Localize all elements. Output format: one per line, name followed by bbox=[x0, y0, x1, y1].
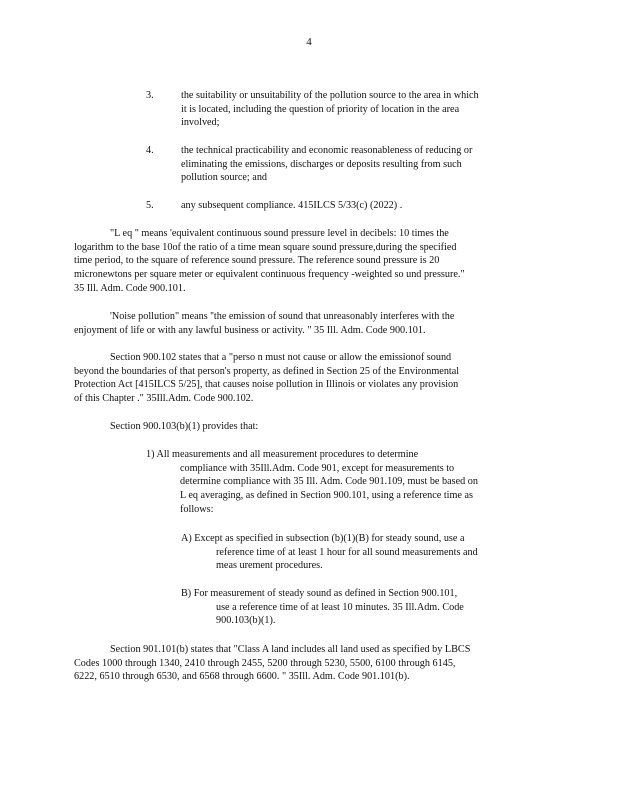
subsection-a: A) Except as specified in subsection (b)(1)(B) for steady sound, use a reference time of at least 1 hour for all sound measurements and meas urement procedures. bbox=[181, 533, 478, 572]
noise-pollution-definition-paragraph: 'Noise pollution" means ''the emission of sound that unreasonably interferes with the enjoyment of life or with any lawful business or activity. " 35 Ill. Adm. Code 900.101. bbox=[74, 311, 455, 336]
section-900-103-intro: Section 900.103(b)(1) provides that: bbox=[110, 421, 259, 432]
section-901-101-paragraph: Section 901.101(b) states that "Class A land includes all land used as specified by LBCS Codes 1000 through 1340, 2410 through 2455, 5200 through 5230, 5500, 6100 through 6145, 6222, 6510 through 6530, and 6568 through 6600. " 35Ill. Adm. Code 901.101(b). bbox=[74, 644, 471, 683]
list-item-number: 5. bbox=[146, 200, 154, 211]
page-number: 4 bbox=[306, 36, 312, 48]
leq-definition-paragraph: "L eq " means 'equivalent continuous sound pressure level in decibels: 10 times the logarithm to the base 10of the ratio of a time mean square sound pressure,during the specified time period, to the square of reference sound pressure. The reference sound pressure is 20 micronewtons per square meter or equivalent continuous frequency -weighted so und pressure." 35 Ill. Adm. Code 900.101. bbox=[74, 228, 465, 294]
subsection-1: 1) All measurements and all measurement procedures to determine compliance with 35Ill.Adm. Code 901, except for measurements to determine compliance with 35 Ill. Adm. Code 901.109, must be based on L eq averaging, as defined in Section 900.101, using a reference time as follows: bbox=[146, 449, 478, 515]
subsection-b: B) For measurement of steady sound as defined in Section 900.101, use a reference time of at least 10 minutes. 35 Ill.Adm. Code 900.103(b)(1). bbox=[181, 588, 464, 627]
list-item-number: 4. bbox=[146, 145, 154, 156]
section-900-102-paragraph: Section 900.102 states that a "perso n must not cause or allow the emissionof sound beyond the boundaries of that person's property, as defined in Section 25 of the Environmental Protection Act [415ILCS 5/25], that causes noise pollution in Illinois or violates any provision of this Chapter ." 35Ill.Adm. Code 900.102. bbox=[74, 352, 460, 405]
list-item-text: the technical practicability and economic reasonableness of reducing or eliminating the emissions, discharges or deposits resulting from such pollution source; and bbox=[181, 145, 473, 184]
list-item-number: 3. bbox=[146, 90, 154, 101]
list-item-text: the suitability or unsuitability of the pollution source to the area in which it is located, including the question of priority of location in the area involved; bbox=[181, 90, 479, 129]
list-item-text: any subsequent compliance. 415ILCS 5/33(c) (2022) . bbox=[181, 200, 403, 211]
